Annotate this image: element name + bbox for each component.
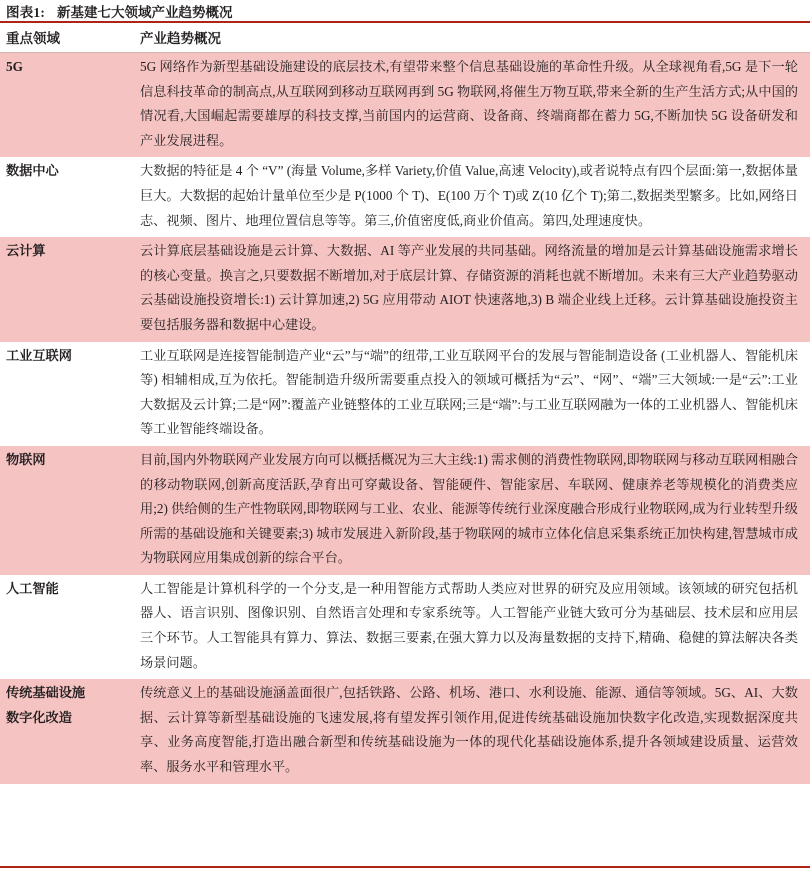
row-field-label: 工业互联网 (0, 342, 140, 446)
row-field-label: 数据中心 (0, 157, 140, 237)
row-description: 云计算底层基础设施是云计算、大数据、AI 等产业发展的共同基础。网络流量的增加是云计算基础设施需求增长的核心变量。换言之,只要数据不断增加,对于底层计算、存储资源的消耗也就不断增加。未来有三大产业趋势驱动云基础设施投资增长:1) 云计算加速,2) 5G 应用带动 AIOT 快速落地,3) B 端企业线上迁移。云计算基础设施投资主要包括服务器和数据中心建设。 (140, 237, 810, 341)
row-field-label: 物联网 (0, 446, 140, 575)
table-bottom-rule (0, 866, 810, 868)
table-row (0, 342, 810, 446)
figure-label: 图表1: (6, 4, 46, 20)
table-header-row (0, 23, 810, 53)
figure-caption (0, 0, 810, 21)
figure-title: 新基建七大领域产业趋势概况 (57, 4, 233, 20)
trend-table (0, 23, 810, 784)
row-description: 人工智能是计算机科学的一个分支,是一种用智能方式帮助人类应对世界的研究及应用领域。该领域的研究包括机器人、语言识别、图像识别、自然语言处理和专家系统等。人工智能产业链大致可分为基础层、技术层和应用层三个环节。人工智能具有算力、算法、数据三要素,在强大算力以及海量数据的支持下,精确、稳健的算法解决各类场景问题。 (140, 575, 810, 679)
table-row (0, 679, 810, 783)
watermark: 头条 @未来智库 (591, 822, 796, 852)
table-row (0, 237, 810, 341)
row-description: 工业互联网是连接智能制造产业“云”与“端”的纽带,工业互联网平台的发展与智能制造设备 (工业机器人、智能机床等) 相辅相成,互为依托。智能制造升级所需要重点投入的领域可概括为“云”、“网”、“端”三大领域:一是“云”:工业大数据及云计算;二是“网”:覆盖产业链整体的工业互联网;三是“端”:与工业互联网融为一体的工业机器人、智能机床等工业智能终端设备。 (140, 342, 810, 446)
row-field-label: 传统基础设施 数字化改造 (0, 679, 140, 783)
table-row (0, 53, 810, 158)
table-row (0, 446, 810, 575)
table-body (0, 53, 810, 784)
row-description: 5G 网络作为新型基础设施建设的底层技术,有望带来整个信息基础设施的革命性升级。从全球视角看,5G 是下一轮信息科技革命的制高点,从互联网到移动互联网再到 5G 物联网,将催生万物互联,带来全新的生产生活方式;从中国的情况看,大国崛起需要雄厚的科技支撑,当前国内的运营商、设备商、终端商都在蓄力 5G,不断加快 5G 设备研发和产业发展进程。 (140, 53, 810, 158)
row-description: 大数据的特征是 4 个 “V” (海量 Volume,多样 Variety,价值 Value,高速 Velocity),或者说特点有四个层面:第一,数据体量巨大。大数据的起始计量单位至少是 P(1000 个 T)、E(100 万个 T)或 Z(10 亿个 T);第二,数据类型繁多。比如,网络日志、视频、图片、地理位置信息等等。第三,价值密度低,商业价值高。第四,处理速度快。 (140, 157, 810, 237)
row-field-label: 云计算 (0, 237, 140, 341)
row-field-label: 人工智能 (0, 575, 140, 679)
row-description: 目前,国内外物联网产业发展方向可以概括概况为三大主线:1) 需求侧的消费性物联网,即物联网与移动互联网相融合的移动物联网,创新高度活跃,孕育出可穿戴设备、智能硬件、智能家居、车联网、健康养老等规模化的消费类应用;2) 供给侧的生产性物联网,即物联网与工业、农业、能源等传统行业深度融合形成行业物联网,成为行业转型升级所需的基础设施和关键要素;3) 城市发展进入新阶段,基于物联网的城市立体化信息采集系统正加快构建,智慧城市成为物联网应用集成创新的综合平台。 (140, 446, 810, 575)
table-row (0, 157, 810, 237)
column-header-field: 重点领域 (0, 23, 140, 53)
column-header-description: 产业趋势概况 (140, 23, 810, 53)
table-header (0, 23, 810, 53)
table-row (0, 575, 810, 679)
row-field-label: 5G (0, 53, 140, 158)
row-description: 传统意义上的基础设施涵盖面很广,包括铁路、公路、机场、港口、水利设施、能源、通信等领域。5G、AI、大数据、云计算等新型基础设施的飞速发展,将有望发挥引领作用,促进传统基础设施加快数字化改造,实现数据深度共享、业务高度智能,打造出融合新型和传统基础设施为一体的现代化基础设施体系,提升各领域建设质量、运营效率、服务水平和管理水平。 (140, 679, 810, 783)
